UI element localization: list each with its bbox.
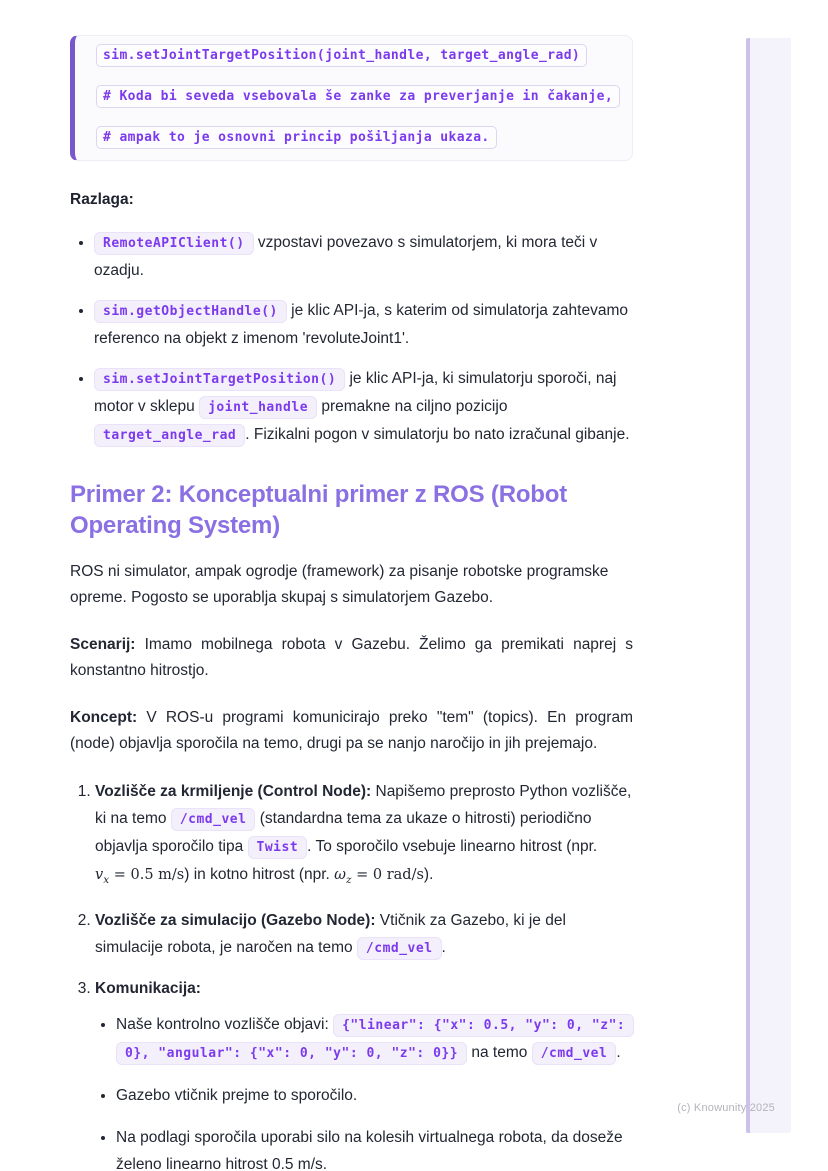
code-comment-line: # ampak to je osnovni princip pošiljanja ukaza.	[96, 126, 497, 149]
sub-list-item	[116, 1124, 633, 1171]
steps-list	[70, 778, 633, 1171]
inline-code: /cmd_vel	[357, 937, 442, 960]
code-row	[96, 85, 618, 108]
razlaga-list	[70, 229, 633, 449]
sub-list-item	[116, 1082, 633, 1109]
step-item-komunikacija	[95, 975, 633, 1171]
komunikacija-sublist	[95, 1011, 633, 1171]
math-variable: ω	[334, 867, 346, 883]
section-heading: Primer 2: Konceptualni primer z ROS (Robot Operating System)	[70, 481, 567, 539]
math-expression	[95, 867, 185, 886]
scenarij-label: Scenarij:	[70, 636, 136, 653]
math-subscript: x	[103, 873, 110, 886]
list-item-text: . Fizikalni pogon v simulatorju bo nato izračunal gibanje.	[245, 426, 630, 443]
code-comment-line: # Koda bi seveda vsebovala še zanke za preverjanje in čakanje,	[96, 85, 620, 108]
page-edge-bar	[746, 38, 791, 1133]
step-text: . To sporočilo vsebuje linearno hitrost (npr.	[307, 838, 598, 855]
watermark: (c) Knowunity 2025	[677, 1102, 775, 1114]
sub-item-text: .	[616, 1043, 621, 1061]
inline-code: /cmd_vel	[532, 1042, 617, 1065]
step-item-gazebo-node	[95, 907, 633, 962]
list-item	[94, 365, 633, 449]
sub-item-text: Gazebo vtičnik prejme to sporočilo.	[116, 1086, 358, 1104]
inline-code: RemoteAPIClient()	[94, 232, 254, 255]
math-value: = 0 rad/s	[351, 867, 424, 883]
list-item-text: je klic API-ja, s katerim od simulatorja zahtevamo referenco na objekt z imenom 'revoluteJoint1'.	[94, 302, 629, 347]
sub-item-text: Naše kontrolno vozlišče objavi:	[116, 1015, 334, 1033]
code-row	[96, 44, 618, 67]
math-variable: v	[95, 867, 104, 883]
list-item-text: premakne na ciljno pozicijo	[317, 398, 508, 415]
koncept-text: V ROS-u programi komunicirajo preko "tem" (topics). En program (node) objavlja sporočila na temo, drugi pa se nanjo naročijo in jih prejemajo.	[70, 709, 633, 752]
sub-item-text: na temo	[467, 1043, 532, 1061]
code-line: sim.setJointTargetPosition(joint_handle, target_angle_rad)	[96, 44, 587, 67]
step-text: Napišemo preprosto Python vozlišče, ki na temo	[95, 783, 632, 827]
step-text: (standardna tema za ukaze o hitrosti) periodično objavlja sporočilo tipa	[95, 810, 592, 855]
inline-code: sim.getObjectHandle()	[94, 300, 287, 323]
code-row	[96, 126, 618, 149]
paragraph-scenarij	[70, 632, 633, 684]
inline-code: /cmd_vel	[171, 808, 256, 831]
scenarij-text: Imamo mobilnega robota v Gazebu. Želimo ga premikati naprej s konstantno hitrostjo.	[70, 636, 633, 679]
paragraph-koncept	[70, 705, 633, 757]
list-item	[94, 297, 633, 352]
step-item-control-node	[95, 778, 633, 894]
code-block	[70, 35, 633, 161]
sub-item-text: Na podlagi sporočila uporabi silo na kolesih virtualnega robota, da doseže želeno linearno hitrost 0.5 m/s.	[116, 1128, 623, 1171]
paragraph-intro: ROS ni simulator, ampak ogrodje (framework) za pisanje robotske programske opreme. Pogosto se uporablja skupaj s simulatorjem Gazebo.	[70, 563, 609, 606]
step-label: Komunikacija:	[95, 979, 201, 997]
list-item-text: je klic API-ja, ki simulatorju sporoči, naj motor v sklepu	[94, 370, 617, 415]
koncept-label: Koncept:	[70, 709, 138, 726]
document-content	[70, 0, 633, 1171]
inline-code: target_angle_rad	[94, 424, 245, 447]
step-text: ) in kotno hitrost (npr.	[184, 866, 335, 883]
step-text: Vtičnik za Gazebo, ki je del simulacije robota, je naročen na temo	[95, 911, 566, 956]
math-subscript: z	[345, 873, 352, 886]
step-label: Vozlišče za simulacijo (Gazebo Node):	[95, 911, 376, 929]
math-value: = 0.5 m/s	[109, 867, 185, 883]
inline-code: joint_handle	[199, 396, 317, 419]
razlaga-heading: Razlaga:	[70, 191, 134, 208]
step-text: ).	[423, 866, 434, 883]
inline-code: Twist	[248, 836, 308, 859]
step-text: .	[441, 938, 446, 956]
list-item	[94, 229, 633, 284]
inline-code-json: {"linear": {"x": 0.5, "y": 0, "z": 0}, "angular": {"x": 0, "y": 0, "z": 0}}	[116, 1014, 634, 1065]
sub-list-item	[116, 1011, 633, 1067]
math-expression	[334, 867, 424, 886]
list-item-text: vzpostavi povezavo s simulatorjem, ki mora teči v ozadju.	[94, 234, 598, 279]
inline-code: sim.setJointTargetPosition()	[94, 368, 345, 391]
step-label: Vozlišče za krmiljenje (Control Node):	[95, 783, 372, 800]
